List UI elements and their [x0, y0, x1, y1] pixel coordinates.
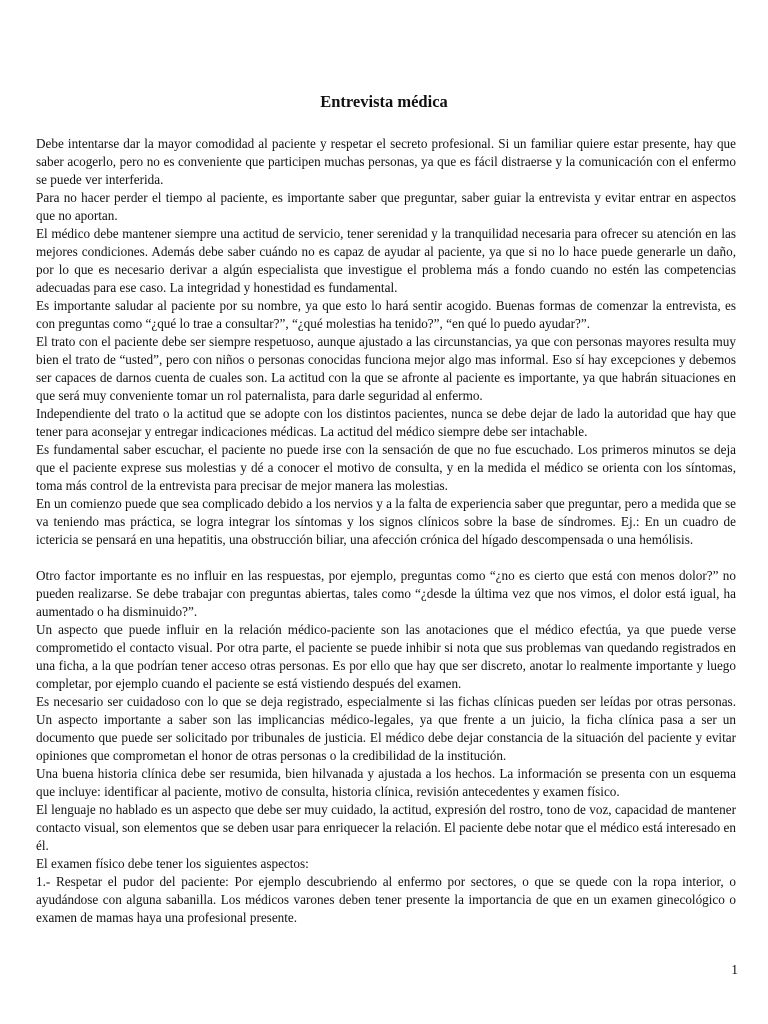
paragraph-clinical-history: Una buena historia clínica debe ser resumida, bien hilvanada y ajustada a los hechos. La información se presenta con un esquema que incluye: identificar al paciente, motivo de consulta, historia clínica, revisión antecedentes y examen físico.: [36, 766, 736, 799]
paragraph-records-legal: Es necesario ser cuidadoso con lo que se deja registrado, especialmente si las fichas clínicas pueden ser leídas por otras personas. Un aspecto importante a saber son las implicancias médico-legales, ya que frente a un juicio, la ficha clínica pasa a ser un documento que puede ser solicitado por tribunales de justicia. El médico debe dejar constancia de la situación del paciente y evitar opiniones que comprometan el honor de otras personas o la credibilidad de la institución.: [36, 694, 736, 763]
paragraph-privacy-comfort: Debe intentarse dar la mayor comodidad al paciente y respetar el secreto profesional. Si un familiar quiere estar presente, hay que saber acogerlo, pero no es conveniente que participen muchas personas, ya que es fácil distraerse y la comunicación con el enfermo se puede ver interferida.: [36, 136, 736, 187]
paragraph-not-influencing: Otro factor importante es no influir en las respuestas, por ejemplo, preguntas como “¿no es cierto que está con menos dolor?” no pueden realizarse. Se debe trabajar con preguntas abiertas, tales como “¿desde la última vez que nos vimos, el dolor está igual, ha aumentado o ha disminuido?”.: [36, 568, 736, 619]
paragraph-modesty-item: 1.- Respetar el pudor del paciente: Por ejemplo descubriendo al enfermo por sectores, o que se quede con la ropa interior, o ayudándose con alguna sabanilla. Los médicos varones deben tener presente la importancia de que en un examen ginecológico o examen de mamas haya una profesional presente.: [36, 874, 736, 925]
page-number: 1: [731, 962, 738, 977]
document-title: Entrevista médica: [320, 92, 448, 111]
paragraph-time-management: Para no hacer perder el tiempo al paciente, es importante saber que preguntar, saber guiar la entrevista y evitar entrar en aspectos que no aportan.: [36, 190, 736, 223]
paragraph-respectful-treatment: El trato con el paciente debe ser siempre respetuoso, aunque ajustado a las circunstancias, ya que con personas mayores resulta muy bien el trato de “usted”, pero con niños o personas conocidas funciona mejor algo mas informal. Eso sí hay excepciones y debemos ser capaces de darnos cuenta de cuales son. La actitud con la que se afronte al paciente es importante, ya que habrán situaciones en que será muy conveniente tomar un rol paternalista, para darle seguridad al enfermo.: [36, 334, 736, 403]
paragraph-greeting: Es importante saludar al paciente por su nombre, ya que esto lo hará sentir acogido. Buenas formas de comenzar la entrevista, es con preguntas como “¿qué lo trae a consultar?”, “¿qué molestias ha tenido?”, “en qué lo puedo ayudar?”.: [36, 298, 736, 331]
paragraph-experience: En un comienzo puede que sea complicado debido a los nervios y a la falta de experiencia saber que preguntar, pero a medida que se va teniendo mas práctica, se logra integrar los síntomas y los signos clínicos sobre la base de síndromes. Ej.: En un cuadro de ictericia se pensará en una hepatitis, una obstrucción biliar, una afección crónica del hígado descompensada o una hemólisis.: [36, 496, 736, 547]
paragraph-authority: Independiente del trato o la actitud que se adopte con los distintos pacientes, nunca se debe dejar de lado la autoridad que hay que tener para aconsejar y entregar indicaciones médicas. La actitud del médico siempre debe ser intachable.: [36, 406, 736, 439]
paragraph-nonverbal-language: El lenguaje no hablado es un aspecto que debe ser muy cuidado, la actitud, expresión del rostro, tono de voz, capacidad de mantener contacto visual, son elementos que se deben usar para enriquecer la relación. El paciente debe notar que el médico está interesado en él.: [36, 802, 736, 853]
paragraph-physical-exam-intro: El examen físico debe tener los siguientes aspectos:: [36, 856, 309, 871]
paragraph-service-attitude: El médico debe mantener siempre una actitud de servicio, tener serenidad y la tranquilidad necesaria para ofrecer su atención en las mejores condiciones. Además debe saber cuándo no es capaz de ayudar al paciente, ya que si no lo hace puede generarle un daño, por lo que es necesario derivar a algún especialista que investigue el problema más a fondo cuando no estén las competencias adecuadas para ese caso. La integridad y honestidad es fundamental.: [36, 226, 736, 295]
paragraph-note-taking: Un aspecto que puede influir en la relación médico-paciente son las anotaciones que el médico efectúa, ya que puede verse comprometido el contacto visual. Por otra parte, el paciente se puede inhibir si nota que sus problemas van quedando registrados en una ficha, a la que podrían tener acceso otras personas. Es por ello que hay que ser discreto, anotar lo realmente importante y luego completar, por ejemplo cuando el paciente se está vistiendo después del examen.: [36, 622, 736, 691]
paragraph-listening: Es fundamental saber escuchar, el paciente no puede irse con la sensación de que no fue escuchado. Los primeros minutos se deja que el paciente exprese sus molestias y dé a conocer el motivo de consulta, y en la medida el médico se orienta con los síntomas, toma más control de la entrevista para precisar de mejor manera las molestias.: [36, 442, 736, 493]
